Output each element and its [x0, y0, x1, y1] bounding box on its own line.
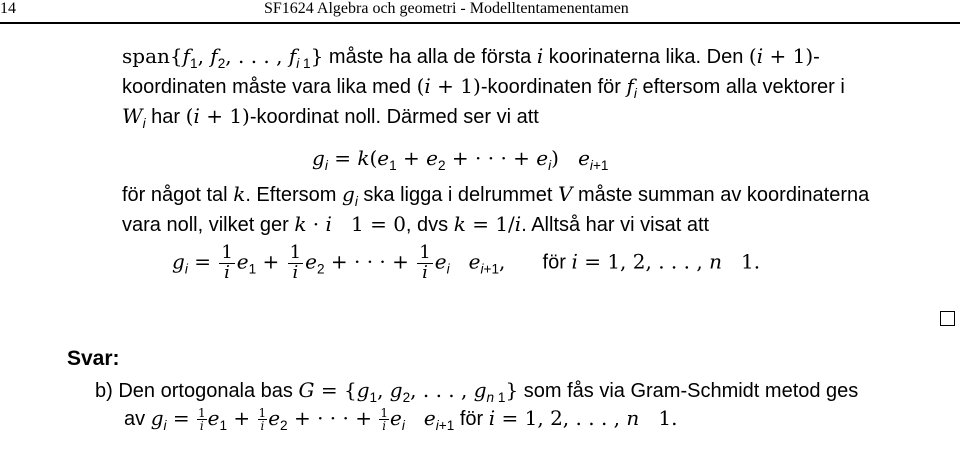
answer-label: Svar: — [67, 347, 120, 370]
paragraph-line-4: för något tal k. Eftersom $g_i$ ska ligga i delrummet V måste summan av koordinaterna — [122, 182, 870, 209]
header-rule — [0, 22, 960, 24]
text-span: ska ligga i delrummet — [363, 184, 553, 206]
text-span: b) — [95, 380, 113, 402]
text-span: har — [151, 106, 181, 128]
paragraph-line-1: $span\{f_1$, $f_2$, . . . , $f_i$ $_1$} måste ha alla de första i koorinaterna lika. Den (i + 1)- — [122, 44, 820, 71]
text-span: som fås via Gram-Schmidt metod ges — [523, 380, 859, 402]
answer-line-b: b) Den ortogonala bas $G = \{g_1$, $g_2$, . . . , $g_n$ $_1$} som fås via Gram-Schmidt metod ges — [95, 378, 859, 405]
text-span: måste ha alla de första — [328, 46, 532, 68]
page-header — [0, 0, 960, 20]
text-span: -koordinaten för — [480, 76, 621, 98]
text-span: måste summan av koordinaterna — [577, 184, 870, 206]
text-span: . Alltså har vi visat att — [521, 214, 710, 236]
text-span: av — [124, 408, 146, 430]
display-equation-1: $g_i = k(e_1 + e_2$ + · · · + $e_i$) $e_{i+1}$ — [312, 146, 609, 173]
answer-line-c: av $g_i$ = $\frac{1}{i}$ $e_1$ + $\frac{1}{i}$ $e_2$ + · · · + $\frac{1}{i}$ $e_i$ $e_{i+1}$ för i = 1, 2, . . . , n 1. — [124, 406, 678, 434]
paragraph-line-5: vara noll, vilket ger k · i 1 = 0, dvs k = 1/i. Alltså har vi visat att — [122, 212, 710, 236]
text-span: vara noll, vilket ger — [122, 214, 289, 236]
display-equation-2: $g_i$ = $\frac{1}{i}$ $e_1$ + $\frac{1}{i}$ $e_2$ + · · · + $\frac{1}{i}$ $e_i$ $e_{i+1}$, för i = 1, 2, . . . , n 1. — [172, 242, 761, 283]
text-span: för något tal — [122, 184, 228, 206]
text-span: koordinaten måste vara lika med — [122, 76, 412, 98]
paragraph-line-3: $W_i$ har (i + 1)-koordinat noll. Därmed ser vi att — [122, 104, 539, 131]
text-span: koorinaterna lika. Den — [548, 46, 744, 68]
running-title: SF1624 Algebra och geometri - Modelltentamenentamen — [264, 0, 629, 17]
text-span: . Eftersom — [245, 184, 337, 206]
text-span: -koordinat noll. Därmed ser vi att — [249, 106, 539, 128]
text-span: , dvs — [405, 214, 449, 236]
text-span: Den ortogonala bas — [118, 380, 293, 402]
text-span: eftersom alla vektorer i — [642, 76, 845, 98]
page-number: 14 — [0, 0, 16, 17]
text-span: för — [542, 251, 566, 274]
text-span: för — [459, 408, 484, 430]
text-span: - — [813, 46, 820, 68]
paragraph-line-2: koordinaten måste vara lika med (i + 1)-koordinaten för $f_i$ eftersom alla vektorer i — [122, 74, 845, 101]
qed-square — [940, 311, 955, 326]
